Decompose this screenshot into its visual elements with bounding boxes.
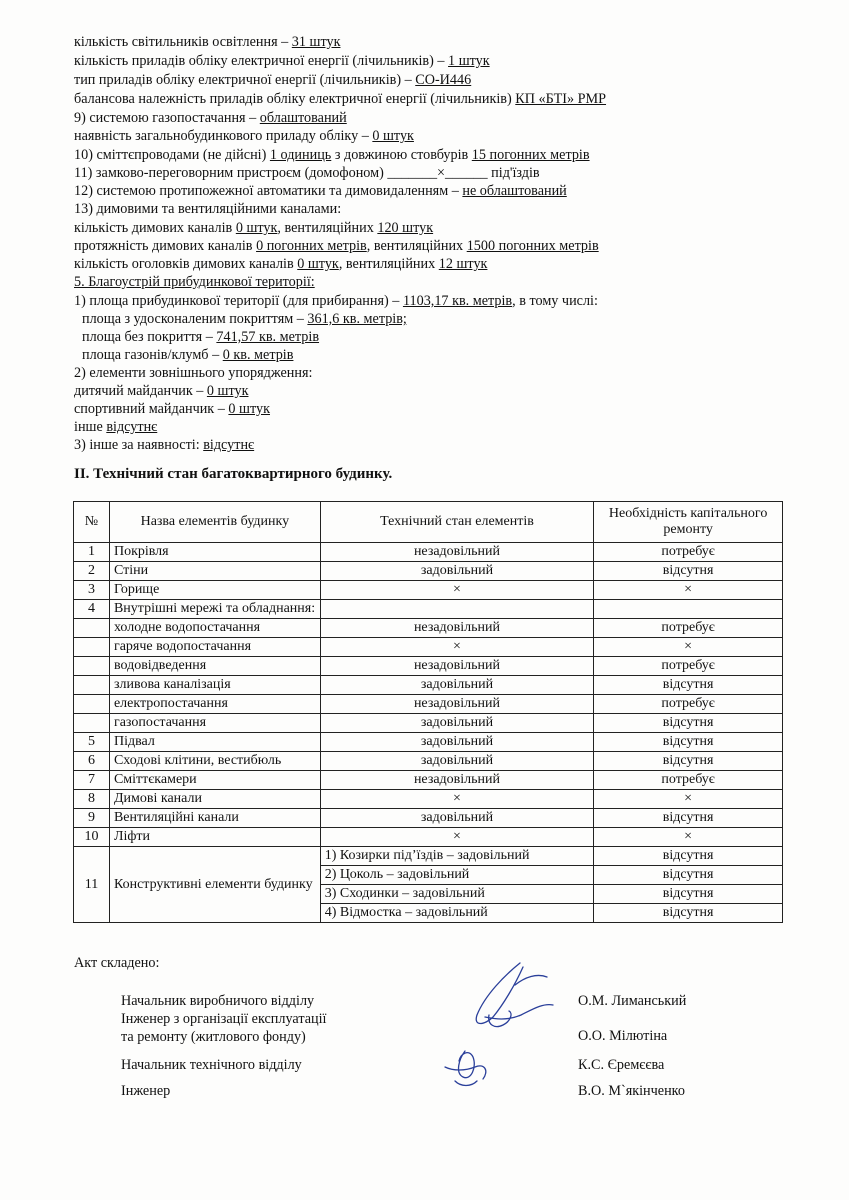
row-number: 10 bbox=[74, 828, 110, 847]
repair-need: × bbox=[594, 790, 783, 809]
technical-state: × bbox=[320, 790, 594, 809]
technical-state: задовільний bbox=[320, 676, 594, 695]
technical-state: незадовільний bbox=[320, 619, 594, 638]
table-row bbox=[74, 695, 783, 714]
repair-need: потребує bbox=[594, 657, 783, 676]
technical-state: 4) Відмостка – задовільний bbox=[320, 904, 594, 923]
col-header-repair: Необхідність капітального ремонту bbox=[594, 502, 783, 543]
text-line: тип приладів обліку електричної енергії (лічильників) – СО-И446 bbox=[74, 72, 472, 88]
signatory-name: В.О. М`якінченко bbox=[578, 1083, 685, 1099]
text-line: 10) сміттєпроводами (не дійсні) 1 одиниць з довжиною стовбурів 15 погонних метрів bbox=[74, 147, 590, 163]
repair-need: відсутня bbox=[594, 562, 783, 581]
row-number: 2 bbox=[74, 562, 110, 581]
repair-need: відсутня bbox=[594, 809, 783, 828]
table-row bbox=[74, 581, 783, 600]
text-line: площа газонів/клумб – 0 кв. метрів bbox=[82, 347, 294, 363]
element-name: зливова каналізація bbox=[109, 676, 320, 695]
act-composed-label: Акт складено: bbox=[74, 955, 160, 971]
text-line: кількість приладів обліку електричної енергії (лічильників) – 1 штук bbox=[74, 53, 490, 69]
text-line: кількість димових каналів 0 штук, вентиляційних 120 штук bbox=[74, 220, 434, 236]
element-name: Покрівля bbox=[109, 543, 320, 562]
row-number bbox=[74, 695, 110, 714]
repair-need bbox=[594, 600, 783, 619]
table-row bbox=[74, 771, 783, 790]
signatory-name: О.М. Лиманський bbox=[578, 993, 687, 1009]
row-number bbox=[74, 657, 110, 676]
repair-need: потребує bbox=[594, 695, 783, 714]
row-number: 1 bbox=[74, 543, 110, 562]
technical-state: 3) Сходинки – задовільний bbox=[320, 885, 594, 904]
table-row bbox=[74, 657, 783, 676]
repair-need: відсутня bbox=[594, 866, 783, 885]
col-header-element: Назва елементів будинку bbox=[109, 502, 320, 543]
col-header-num: № bbox=[74, 502, 110, 543]
signatory-name: О.О. Мілютіна bbox=[578, 1028, 668, 1044]
technical-state: × bbox=[320, 828, 594, 847]
element-name: Ліфти bbox=[109, 828, 320, 847]
repair-need: відсутня bbox=[594, 847, 783, 866]
section-heading-landscaping: 5. Благоустрій прибудинкової території: bbox=[74, 274, 315, 290]
text-line: 11) замково-переговорним пристроєм (домофоном) _______×______ під'їздів bbox=[74, 165, 540, 181]
technical-state: незадовільний bbox=[320, 771, 594, 790]
repair-need: відсутня bbox=[594, 676, 783, 695]
repair-need: потребує bbox=[594, 771, 783, 790]
technical-state: задовільний bbox=[320, 714, 594, 733]
element-name: Підвал bbox=[109, 733, 320, 752]
table-row bbox=[74, 847, 783, 866]
element-name: Сходові клітини, вестибюль bbox=[109, 752, 320, 771]
technical-state: задовільний bbox=[320, 752, 594, 771]
table-row bbox=[74, 733, 783, 752]
table-row bbox=[74, 543, 783, 562]
element-name: Конструктивні елементи будинку bbox=[109, 847, 320, 923]
technical-state bbox=[320, 600, 594, 619]
text-line: кількість оголовків димових каналів 0 штук, вентиляційних 12 штук bbox=[74, 256, 488, 272]
element-name: Димові канали bbox=[109, 790, 320, 809]
repair-need: відсутня bbox=[594, 904, 783, 923]
text-line: дитячий майданчик – 0 штук bbox=[74, 383, 249, 399]
element-name: водовідведення bbox=[109, 657, 320, 676]
col-header-state: Технічний стан елементів bbox=[320, 502, 594, 543]
element-name: Горище bbox=[109, 581, 320, 600]
element-name: гаряче водопостачання bbox=[109, 638, 320, 657]
text-line: 9) системою газопостачання – облаштований bbox=[74, 110, 347, 126]
table-row bbox=[74, 638, 783, 657]
table-row bbox=[74, 562, 783, 581]
row-number: 11 bbox=[74, 847, 110, 923]
row-number: 4 bbox=[74, 600, 110, 619]
element-name: електропостачання bbox=[109, 695, 320, 714]
row-number bbox=[74, 619, 110, 638]
repair-need: потребує bbox=[594, 619, 783, 638]
text-line: 2) елементи зовнішнього упорядження: bbox=[74, 365, 313, 381]
text-line: спортивний майданчик – 0 штук bbox=[74, 401, 270, 417]
element-name: Сміттєкамери bbox=[109, 771, 320, 790]
table-row bbox=[74, 619, 783, 638]
repair-need: потребує bbox=[594, 543, 783, 562]
technical-state: × bbox=[320, 638, 594, 657]
technical-state: незадовільний bbox=[320, 695, 594, 714]
text-line: 3) інше за наявності: відсутнє bbox=[74, 437, 255, 453]
row-number: 5 bbox=[74, 733, 110, 752]
repair-need: відсутня bbox=[594, 714, 783, 733]
section-title: ІІ. Технічний стан багатоквартирного будинку. bbox=[74, 466, 393, 482]
text-line: балансова належність приладів обліку електричної енергії (лічильників) КП «БТІ» РМР bbox=[74, 91, 607, 107]
table-header-row bbox=[74, 502, 783, 543]
handwritten-signatures bbox=[425, 955, 575, 1095]
table-row bbox=[74, 714, 783, 733]
table-row bbox=[74, 600, 783, 619]
text-line: 1) площа прибудинкової території (для прибирання) – 1103,17 кв. метрів, в тому числі: bbox=[74, 293, 598, 309]
technical-state: задовільний bbox=[320, 562, 594, 581]
technical-state: 2) Цоколь – задовільний bbox=[320, 866, 594, 885]
repair-need: відсутня bbox=[594, 733, 783, 752]
text-line: протяжність димових каналів 0 погонних метрів, вентиляційних 1500 погонних метрів bbox=[74, 238, 599, 254]
text-line: площа з удосконаленим покриттям – 361,6 кв. метрів; bbox=[82, 311, 407, 327]
row-number bbox=[74, 676, 110, 695]
technical-state: × bbox=[320, 581, 594, 600]
table-row bbox=[74, 752, 783, 771]
element-name: Вентиляційні канали bbox=[109, 809, 320, 828]
table-row bbox=[74, 809, 783, 828]
text-line: інше відсутнє bbox=[74, 419, 158, 435]
repair-need: відсутня bbox=[594, 885, 783, 904]
text-line: площа без покриття – 741,57 кв. метрів bbox=[82, 329, 320, 345]
repair-need: × bbox=[594, 581, 783, 600]
text-line: наявність загальнобудинкового приладу обліку – 0 штук bbox=[74, 128, 414, 144]
row-number bbox=[74, 638, 110, 657]
technical-state: незадовільний bbox=[320, 657, 594, 676]
element-name: Внутрішні мережі та обладнання: bbox=[109, 600, 320, 619]
signatory-role: Начальник виробничого відділу bbox=[121, 993, 315, 1009]
repair-need: × bbox=[594, 638, 783, 657]
table-row bbox=[74, 828, 783, 847]
technical-state-table bbox=[73, 501, 783, 923]
signatory-role: Інженер з організації експлуатації bbox=[121, 1011, 327, 1027]
signatory-role: та ремонту (житлового фонду) bbox=[121, 1029, 306, 1045]
repair-need: × bbox=[594, 828, 783, 847]
text-line: 13) димовими та вентиляційними каналами: bbox=[74, 201, 342, 217]
row-number bbox=[74, 714, 110, 733]
signatory-role: Начальник технічного відділу bbox=[121, 1057, 302, 1073]
text-line: кількість світильників освітлення – 31 штук bbox=[74, 34, 341, 50]
row-number: 8 bbox=[74, 790, 110, 809]
row-number: 7 bbox=[74, 771, 110, 790]
element-name: Стіни bbox=[109, 562, 320, 581]
row-number: 3 bbox=[74, 581, 110, 600]
table-row bbox=[74, 790, 783, 809]
signatory-role: Інженер bbox=[121, 1083, 171, 1099]
text-line: 12) системою протипожежної автоматики та димовидаленням – не облаштований bbox=[74, 183, 567, 199]
row-number: 6 bbox=[74, 752, 110, 771]
technical-state: незадовільний bbox=[320, 543, 594, 562]
signatory-name: К.С. Єремєєва bbox=[578, 1057, 665, 1073]
technical-state: 1) Козирки під’їздів – задовільний bbox=[320, 847, 594, 866]
table-row bbox=[74, 676, 783, 695]
element-name: холодне водопостачання bbox=[109, 619, 320, 638]
element-name: газопостачання bbox=[109, 714, 320, 733]
technical-state: задовільний bbox=[320, 733, 594, 752]
row-number: 9 bbox=[74, 809, 110, 828]
repair-need: відсутня bbox=[594, 752, 783, 771]
technical-state: задовільний bbox=[320, 809, 594, 828]
